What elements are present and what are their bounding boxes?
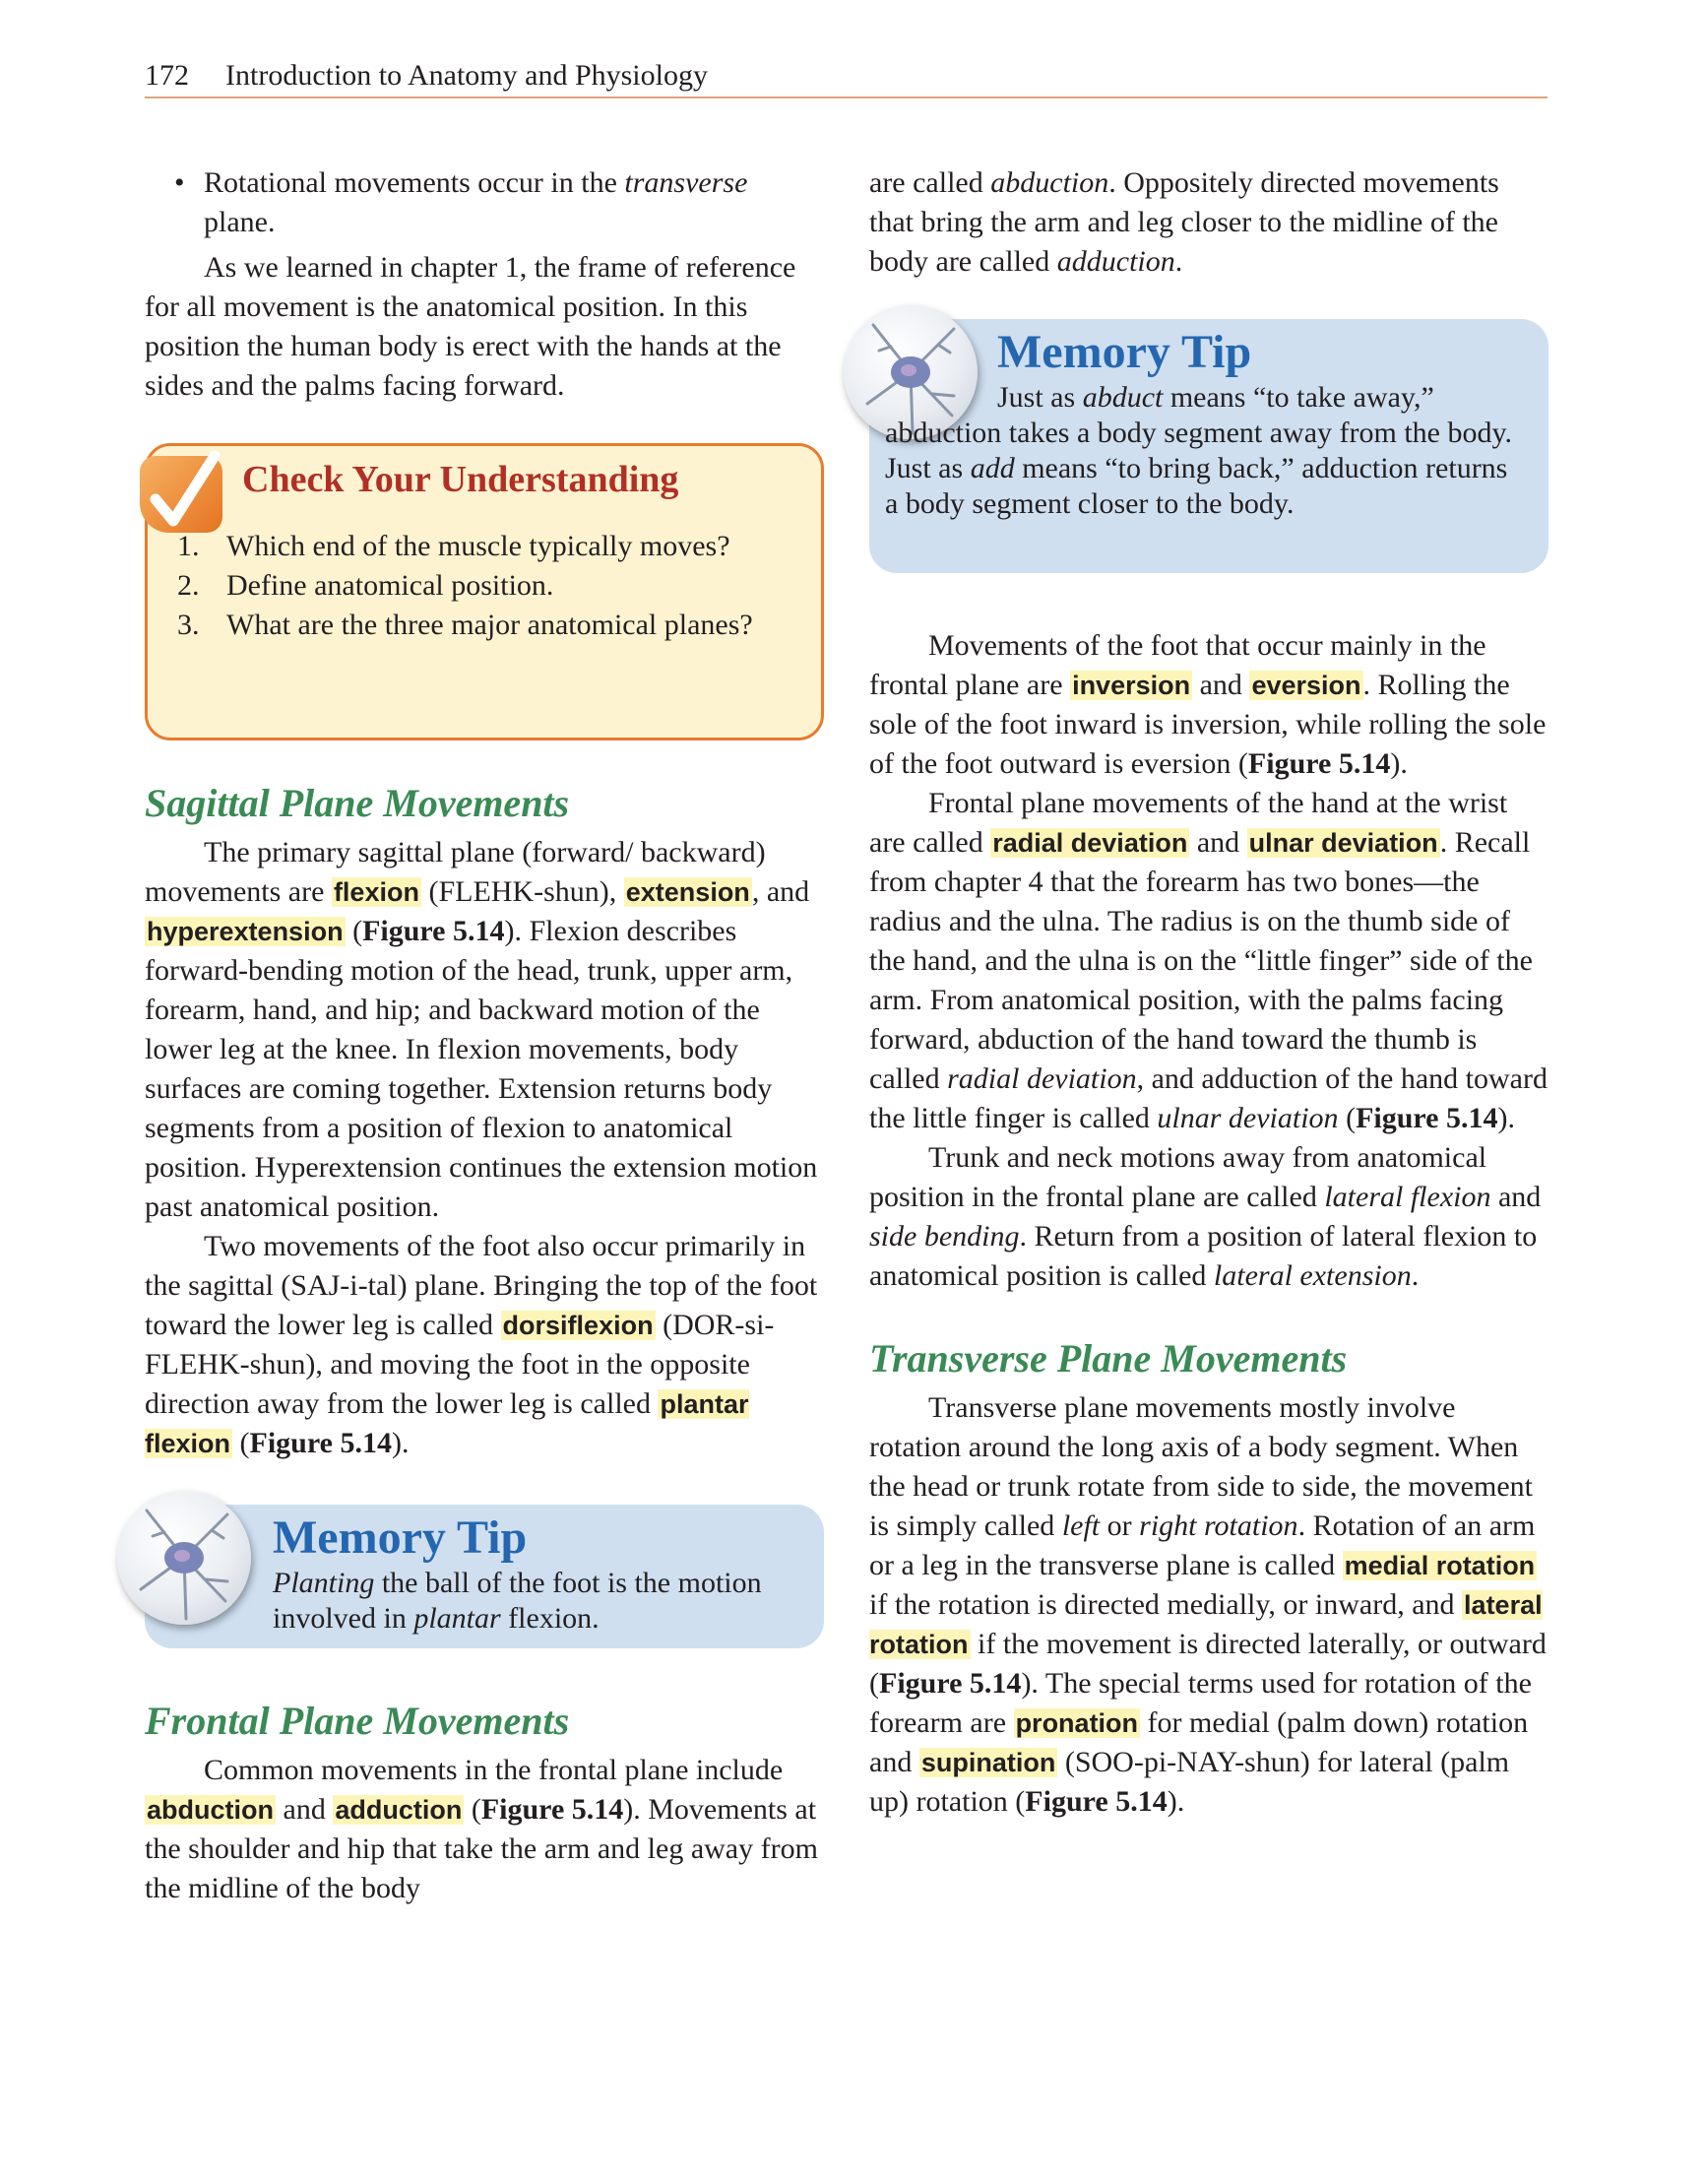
right-column [869, 163, 1548, 1822]
figure-ref: Figure 5.14 [879, 1667, 1022, 1700]
paragraph-transverse: Transverse plane movements mostly involve rotation around the long axis of a body segment. When the head or trunk rotate from side to side, the movement is simply called left or right rotation. Rotation of an arm or a leg in the transverse plane is called medial rotation if the rotation is directed medially, or inward, and lateral rotation if the movement is directed laterally, or outward (Figure 5.14). The special terms used for rotation of the forearm are pronation for medial (palm down) rotation and supination (SOO-pi-NAY-shun) for lateral (palm up) rotation (Figure 5.14). [869, 1391, 1547, 1818]
figure-ref: Figure 5.14 [362, 915, 505, 947]
figure-ref: Figure 5.14 [1247, 747, 1391, 780]
keyword-extension: extension [625, 877, 750, 907]
cyu-item: 3. What are the three major anatomical planes? [177, 609, 753, 641]
cyu-list [177, 527, 807, 645]
paragraph-sagittal-1: The primary sagittal plane (forward/ backward) movements are flexion (FLEHK-shun), extension, and hyperextension (Figure 5.14). Flexion describes forward-bending motion of the head, trunk, upper arm, forearm, hand, and hip; and backward motion of the lower leg at the knee. In flexion movements, body surfaces are coming together. Extension returns body segments from a position of flexion to anatomical position. Hyperextension continues the extension motion past anatomical position. [145, 836, 818, 1223]
keyword-hyperextension: hyperextension [147, 917, 344, 946]
cyu-item: 2. Define anatomical position. [177, 569, 554, 602]
keyword-pronation: pronation [1015, 1708, 1139, 1738]
cyu-item: 1. Which end of the muscle typically moves? [177, 530, 730, 562]
memory-tip-box-2 [869, 319, 1548, 573]
paragraph-sagittal-2: Two movements of the foot also occur primarily in the sagittal (SAJ-i-tal) plane. Bringing the top of the foot toward the lower leg is called dorsiflexion (DOR-si-FLEHK-shun), and moving the foot in the opposite direction away from the lower leg is called plantar flexion (Figure 5.14). [145, 1230, 818, 1459]
paragraph-hand: Frontal plane movements of the hand at the wrist are called radial deviation and ulnar deviation. Recall from chapter 4 that the forearm has two bones—the radius and the ulna. The radius is on the thumb side of the hand, and the ulna is on the “little finger” side of the arm. From anatomical position, with the palms facing forward, abduction of the hand toward the thumb is called radial deviation, and adduction of the hand toward the little finger is called ulnar deviation (Figure 5.14). [869, 787, 1548, 1134]
paragraph-intro: As we learned in chapter 1, the frame of reference for all movement is the anatomical position. In this position the human body is erect with the hands at the sides and the palms facing forward. [145, 251, 796, 402]
memory-tip-box-1 [145, 1505, 824, 1648]
checkmark-icon [140, 456, 222, 533]
heading-transverse: Transverse Plane Movements [869, 1336, 1348, 1381]
figure-ref: Figure 5.14 [1356, 1102, 1498, 1134]
running-header [145, 53, 1548, 98]
memory-tip-text: Just as abduct means “to take away,” abduction takes a body segment away from the body. Just as add means “to bring back,” adduction returns a body segment closer to the body. [885, 381, 1513, 520]
keyword-lateral-rotation: lateral rotation [869, 1590, 1543, 1659]
heading-sagittal: Sagittal Plane Movements [145, 781, 570, 825]
running-title: Introduction to Anatomy and Physiology [225, 59, 708, 92]
keyword-flexion: flexion [333, 877, 419, 907]
figure-ref: Figure 5.14 [480, 1793, 624, 1826]
memory-tip-title: Memory Tip [997, 326, 1252, 378]
neuron-icon [117, 1491, 251, 1625]
keyword-medial-rotation: medial rotation [1344, 1551, 1536, 1580]
keyword-ulnar-deviation: ulnar deviation [1248, 828, 1438, 858]
keyword-adduction: adduction [335, 1795, 463, 1825]
paragraph-frontal-cont: are called abduction. Oppositely directed movements that bring the arm and leg closer to the midline of the body are called adduction. [869, 166, 1499, 278]
bullet-rotational: • Rotational movements occur in the transverse plane. [145, 163, 824, 242]
keyword-supination: supination [920, 1748, 1056, 1777]
memory-tip-text: Planting the ball of the foot is the motion involved in plantar flexion. [273, 1567, 762, 1635]
keyword-plantar-flexion: plantar flexion [145, 1389, 749, 1458]
check-your-understanding-box [145, 443, 824, 740]
keyword-dorsiflexion: dorsiflexion [502, 1311, 654, 1340]
bullet-dot-icon: • [174, 166, 185, 199]
left-column [145, 163, 824, 1908]
keyword-abduction: abduction [147, 1795, 274, 1825]
paragraph-frontal-1: Common movements in the frontal plane include abduction and adduction (Figure 5.14). Movements at the shoulder and hip that take the arm and leg away from the midline of the body [145, 1754, 818, 1904]
page-number: 172 [145, 59, 189, 92]
memory-tip-title: Memory Tip [273, 1511, 528, 1564]
figure-ref: Figure 5.14 [1025, 1785, 1168, 1818]
keyword-eversion: eversion [1251, 671, 1361, 700]
cyu-title: Check Your Understanding [242, 459, 679, 500]
paragraph-trunk: Trunk and neck motions away from anatomical position in the frontal plane are called lateral flexion and side bending. Return from a position of lateral flexion to anatomical position is called lateral extension. [869, 1141, 1542, 1292]
keyword-inversion: inversion [1072, 671, 1191, 700]
paragraph-foot: Movements of the foot that occur mainly in the frontal plane are inversion and eversion. Rolling the sole of the foot inward is inversion, while rolling the sole of the foot outward is eversion (Figure 5.14). [869, 629, 1547, 780]
heading-frontal: Frontal Plane Movements [145, 1699, 570, 1743]
figure-ref: Figure 5.14 [249, 1427, 392, 1459]
keyword-radial-deviation: radial deviation [992, 828, 1188, 858]
